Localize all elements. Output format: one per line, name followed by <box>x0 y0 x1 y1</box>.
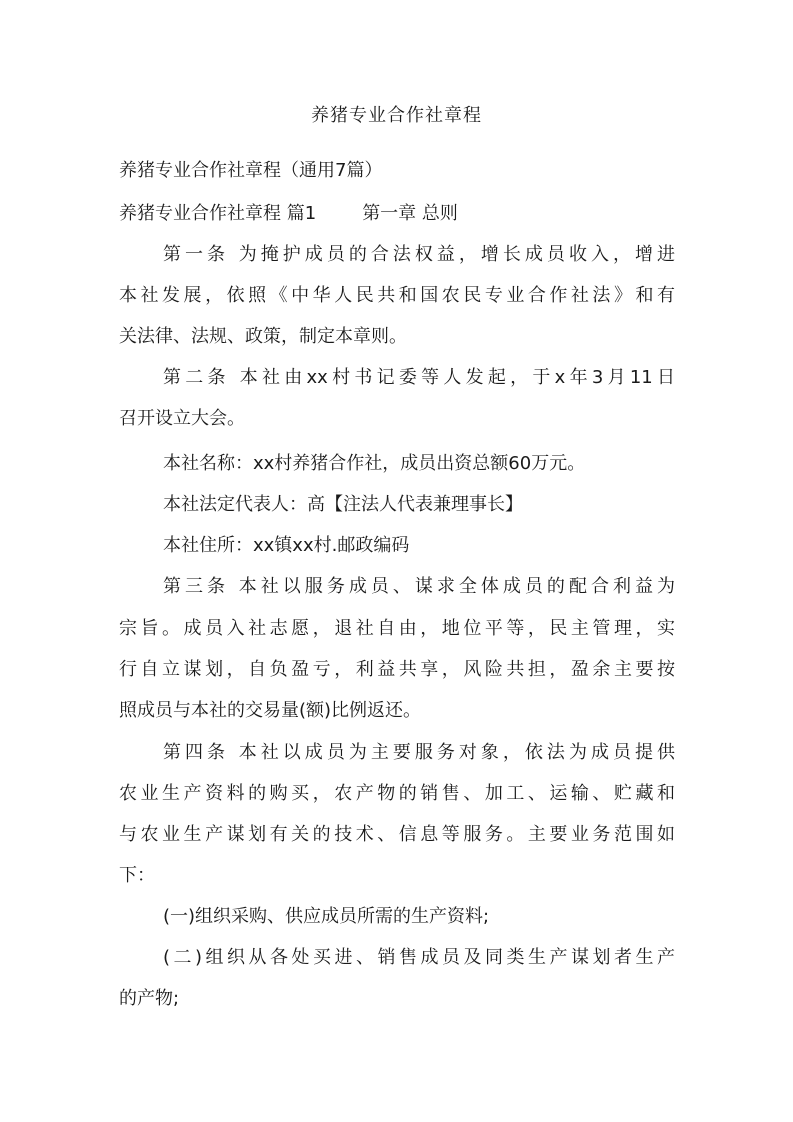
paragraph-line: 本社住所：xx镇xx村.邮政编码 <box>163 535 410 556</box>
paragraph-line: 宗旨。成员入社志愿，退社自由，地位平等，民主管理，实 <box>119 618 675 639</box>
document-subtitle: 养猪专业合作社章程（通用7篇） <box>119 160 383 181</box>
paragraph-line: 的产物; <box>119 988 180 1009</box>
paragraph-line: 第二条 本社由xx村书记委等人发起，于x年3月11日 <box>163 367 675 388</box>
paragraph-line: 第四条 本社以成员为主要服务对象，依法为成员提供 <box>163 742 675 763</box>
paragraph-line: 关法律、法规、政策，制定本章则。 <box>119 326 407 347</box>
paragraph-line: 与农业生产谋划有关的技术、信息等服务。主要业务范围如 <box>119 824 675 845</box>
article-heading: 养猪专业合作社章程 篇1 <box>119 203 317 224</box>
paragraph-line: 照成员与本社的交易量(额)比例返还。 <box>119 700 422 721</box>
chapter-title: 第一章 总则 <box>362 203 458 224</box>
paragraph-line: 第一条 为掩护成员的合法权益，增长成员收入，增进 <box>163 244 675 265</box>
paragraph-line: 第三条 本社以服务成员、谋求全体成员的配合利益为 <box>163 576 675 597</box>
paragraph-line: 本社法定代表人：高【注法人代表兼理事长】 <box>163 494 523 515</box>
chapter-heading <box>119 201 675 227</box>
paragraph-line: 本社名称：xx村养猪合作社，成员出资总额60万元。 <box>163 453 586 474</box>
paragraph-line: (二)组织从各处买进、销售成员及同类生产谋划者生产 <box>163 947 675 968</box>
paragraph-line: 本社发展，依照《中华人民共和国农民专业合作社法》和有 <box>119 285 675 306</box>
paragraph-line: 下： <box>119 865 155 886</box>
paragraph-line: (一)组织采购、供应成员所需的生产资料; <box>163 906 490 927</box>
document-title: 养猪专业合作社章程 <box>311 105 482 126</box>
paragraph-line: 召开设立大会。 <box>119 408 245 429</box>
paragraph-line: 农业生产资料的购买，农产物的销售、加工、运输、贮藏和 <box>119 783 675 804</box>
paragraph-line: 行自立谋划，自负盈亏，利益共享，风险共担，盈余主要按 <box>119 659 675 680</box>
